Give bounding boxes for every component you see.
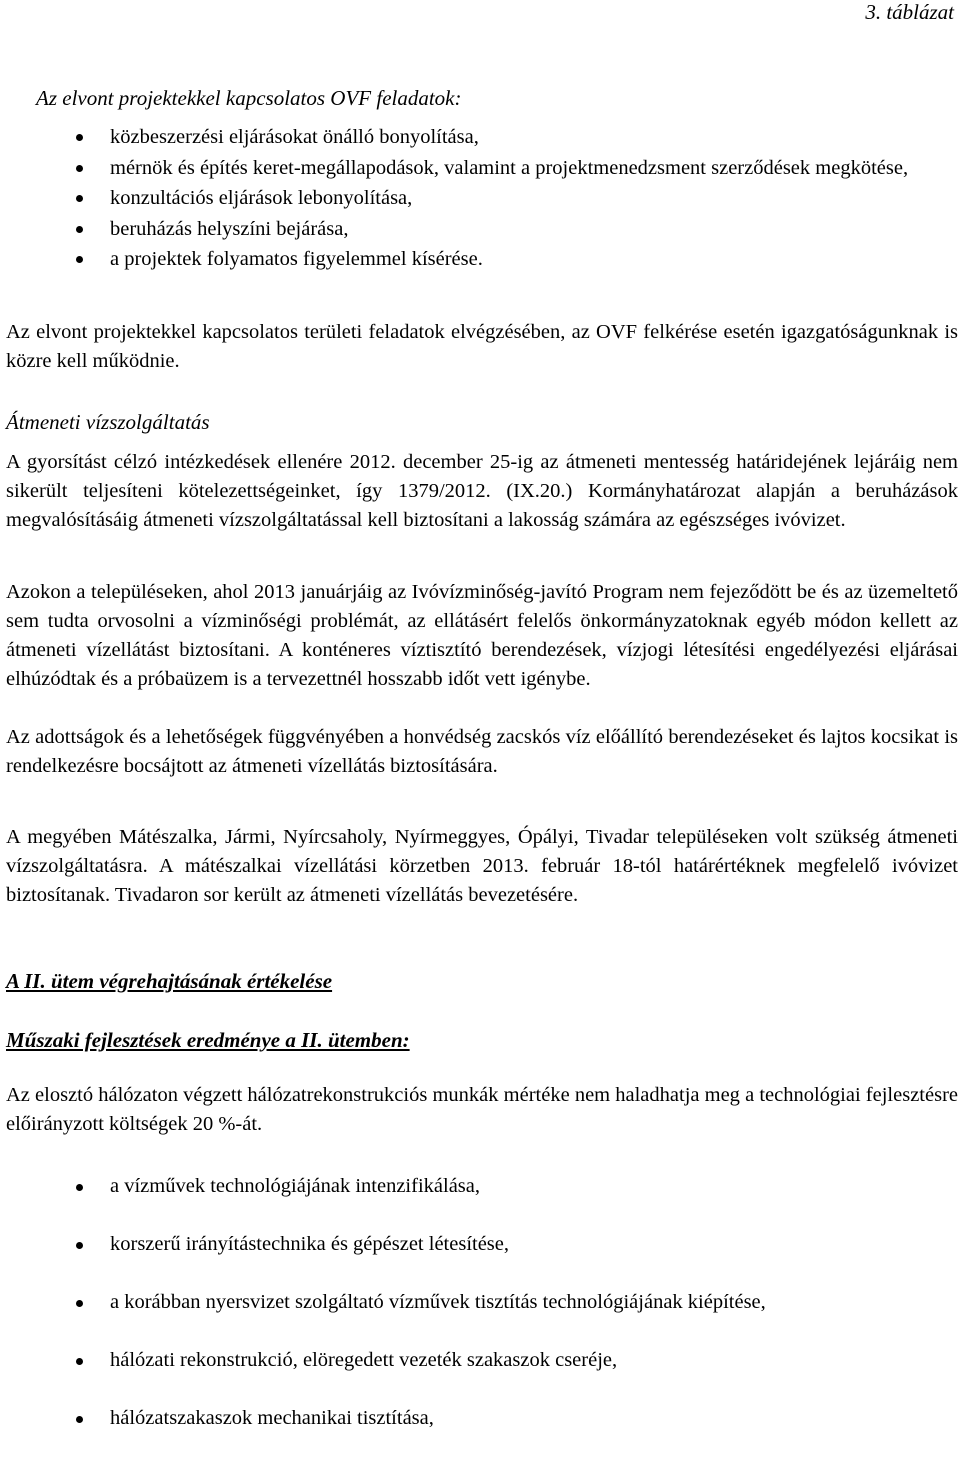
tech-paragraph: Az elosztó hálózaton végzett hálózatrekonstrukciós munkák mértéke nem haladhatja meg a technológiai fejlesztésre előirányzott költségek 20 %-át. [6, 1084, 958, 1135]
tech-item-list [6, 1172, 958, 1462]
ovf-paragraph: Az elvont projektekkel kapcsolatos területi feladatok elvégzésében, az OVF felkérése esetén igazgatóságunknak is közre kell működnie. [6, 321, 958, 372]
list-item: a korábban nyersvizet szolgáltató vízművek tisztítás technológiájának kiépítése, [6, 1288, 958, 1317]
phase2-heading: A II. ütem végrehajtásának értékelése [6, 969, 333, 993]
list-item: közbeszerzési eljárásokat önálló bonyolítása, [6, 122, 958, 153]
transition-paragraph-3: Az adottságok és a lehetőségek függvényében a honvédség zacskós víz előállító berendezéseket és lajtos kocsikat is rendelkezésre bocsájtott az átmeneti vízellátás biztosítására. [6, 726, 958, 777]
tech-heading: Műszaki fejlesztések eredménye a II. ütemben: [6, 1028, 410, 1052]
transition-paragraph-1: A gyorsítást célzó intézkedések ellenére 2012. december 25-ig az átmeneti mentesség határidejének lejáráig nem sikerült teljesíteni kötelezettségeinket, így 1379/2012. (IX.20.) Kormányhatározat alapján a beruházások megvalósításáig átmeneti vízszolgáltatással kell biztosítani a lakosság számára az egészséges ivóvizet. [6, 451, 958, 531]
list-item: korszerű irányítástechnika és gépészet létesítése, [6, 1230, 958, 1259]
list-item: a vízművek technológiájának intenzifikálása, [6, 1172, 958, 1201]
ovf-tasks-heading: Az elvont projektekkel kapcsolatos OVF feladatok: [36, 86, 462, 110]
list-item: hálózatszakaszok mechanikai tisztítása, [6, 1404, 958, 1433]
list-item: hálózati rekonstrukció, elöregedett vezeték szakaszok cseréje, [6, 1346, 958, 1375]
list-item: a projektek folyamatos figyelemmel kísérése. [6, 244, 958, 275]
transition-heading: Átmeneti vízszolgáltatás [6, 410, 210, 434]
transition-paragraph-4: A megyében Mátészalka, Jármi, Nyírcsaholy, Nyírmeggyes, Ópályi, Tivadar településeken volt szükség átmeneti vízszolgáltatásra. A mátészalkai vízellátási körzetben 2013. február 18-tól határértéknek megfelelő ivóvizet biztosítanak. Tivadaron sor került az átmeneti vízellátás bevezetésére. [6, 826, 958, 906]
list-item: konzultációs eljárások lebonyolítása, [6, 183, 958, 214]
list-item: mérnök és építés keret-megállapodások, valamint a projektmenedzsment szerződések megkötése, [6, 153, 958, 184]
ovf-task-list [6, 122, 958, 275]
table-label: 3. táblázat [865, 0, 954, 24]
list-item: beruházás helyszíni bejárása, [6, 214, 958, 245]
transition-paragraph-2: Azokon a településeken, ahol 2013 januárjáig az Ivóvízminőség-javító Program nem fejeződött be és az üzemeltető sem tudta orvosolni a vízminőségi problémát, az ellátásért felelős önkormányzatoknak egyéb módon kellett az átmeneti vízellátást biztosítani. A konténeres víztisztító berendezések, vízjogi létesítési engedélyezési eljárásai elhúzódtak és a próbaüzem is a tervezettnél hosszabb időt vett igénybe. [6, 581, 958, 690]
